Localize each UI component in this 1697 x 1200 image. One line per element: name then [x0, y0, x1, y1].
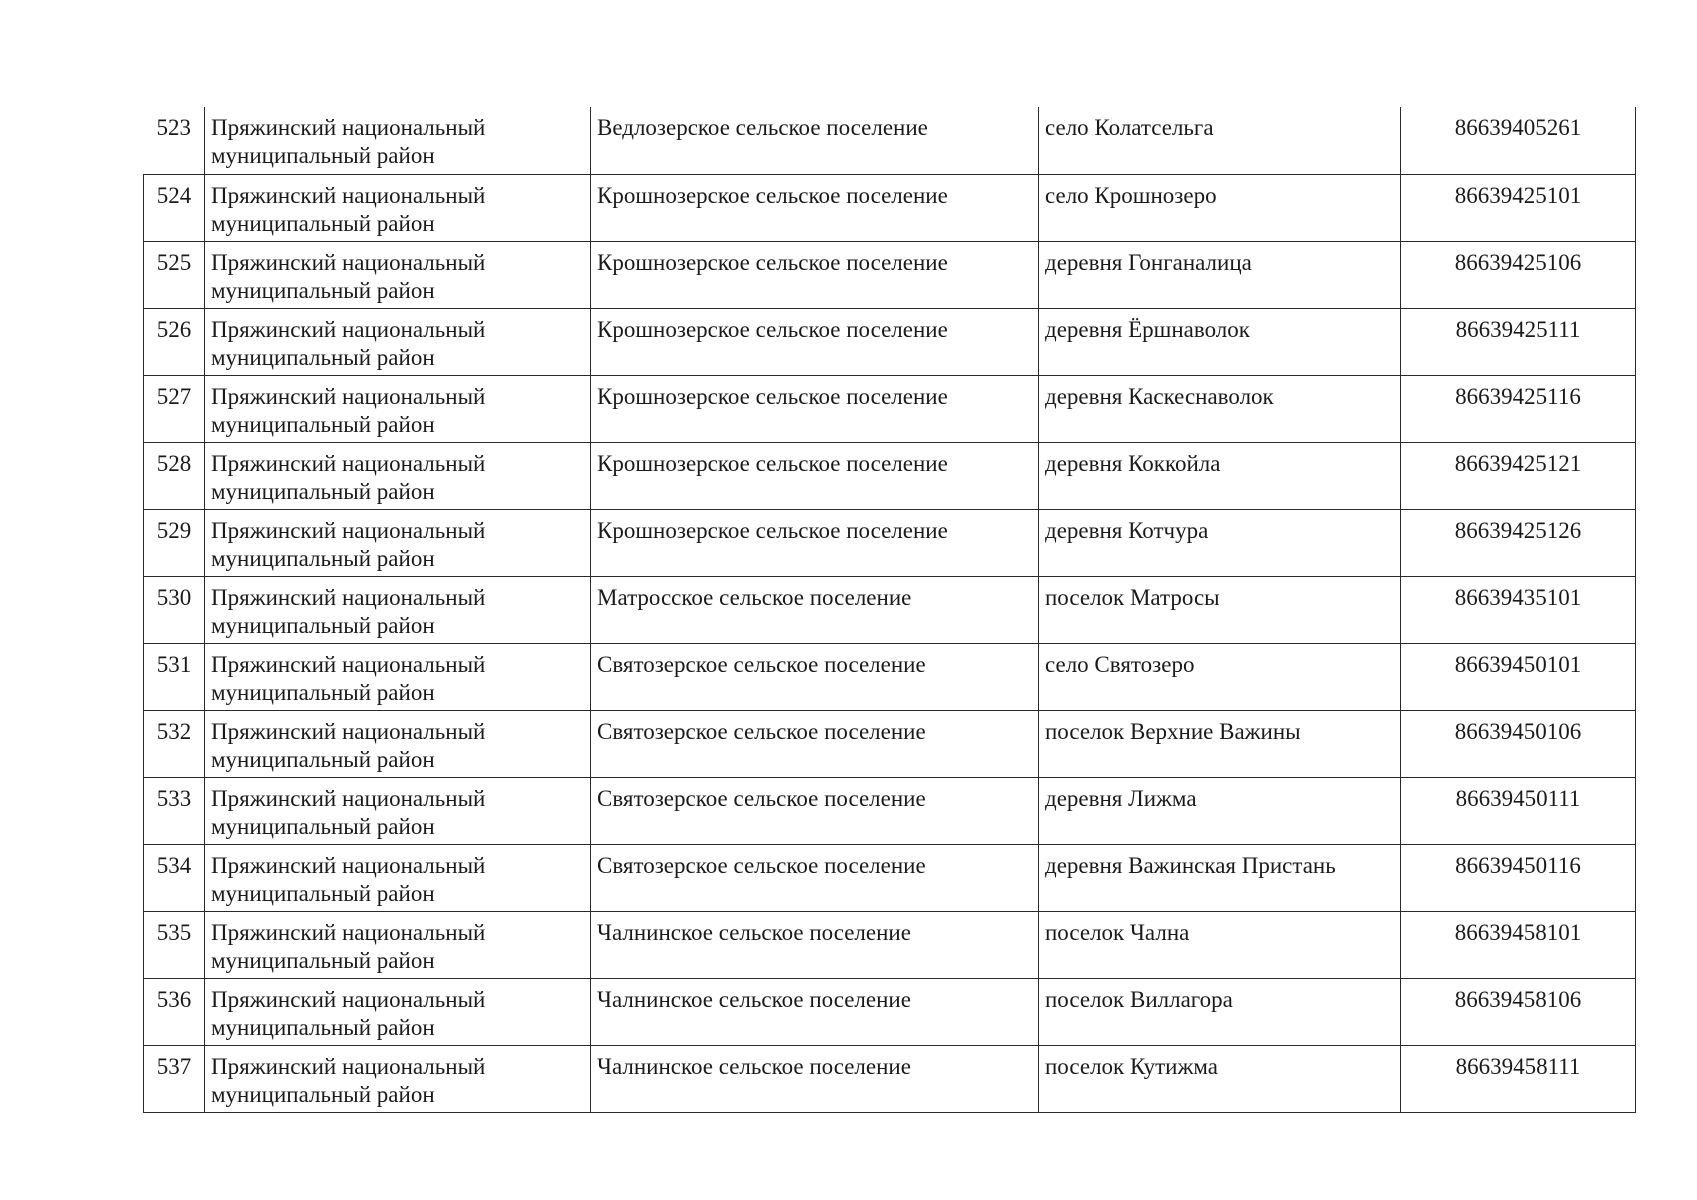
- district-cell: [205, 643, 591, 710]
- settlement-cell: Матросское сельское поселение: [591, 576, 1039, 643]
- locality-cell: деревня Лижма: [1039, 777, 1401, 844]
- district-name-line1: Пряжинский национальный: [211, 718, 486, 744]
- locality-cell: деревня Важинская Пристань: [1039, 844, 1401, 911]
- district-name-line2: муниципальный район: [211, 411, 435, 437]
- oktmo-code-cell: 86639405261: [1401, 107, 1636, 174]
- district-name-line2: муниципальный район: [211, 880, 435, 906]
- district-name-line1: Пряжинский национальный: [211, 584, 486, 610]
- table-row: [144, 576, 1636, 643]
- settlement-cell: Чалнинское сельское поселение: [591, 1045, 1039, 1112]
- district-cell: [205, 710, 591, 777]
- row-number: 531: [144, 643, 205, 710]
- district-name-line2: муниципальный район: [211, 277, 435, 303]
- settlement-cell: Святозерское сельское поселение: [591, 844, 1039, 911]
- table-row: [144, 375, 1636, 442]
- locality-cell: поселок Кутижма: [1039, 1045, 1401, 1112]
- settlement-cell: Святозерское сельское поселение: [591, 710, 1039, 777]
- table-row: [144, 509, 1636, 576]
- table-body: [144, 107, 1636, 1112]
- settlement-cell: Ведлозерское сельское поселение: [591, 107, 1039, 174]
- settlement-cell: Святозерское сельское поселение: [591, 643, 1039, 710]
- settlement-cell: Святозерское сельское поселение: [591, 777, 1039, 844]
- table-row: [144, 107, 1636, 174]
- settlement-cell: Крошнозерское сельское поселение: [591, 509, 1039, 576]
- district-name-line2: муниципальный район: [211, 1081, 435, 1107]
- district-cell: [205, 241, 591, 308]
- settlement-cell: Крошнозерское сельское поселение: [591, 241, 1039, 308]
- locality-cell: деревня Ёршнаволок: [1039, 308, 1401, 375]
- district-name-line1: Пряжинский национальный: [211, 919, 486, 945]
- oktmo-code-cell: 86639425111: [1401, 308, 1636, 375]
- district-name-line1: Пряжинский национальный: [211, 316, 486, 342]
- district-name-line1: Пряжинский национальный: [211, 986, 486, 1012]
- locality-cell: деревня Гонганалица: [1039, 241, 1401, 308]
- oktmo-code-cell: 86639450111: [1401, 777, 1636, 844]
- district-name-line1: Пряжинский национальный: [211, 785, 486, 811]
- row-number: 534: [144, 844, 205, 911]
- oktmo-code-cell: 86639425106: [1401, 241, 1636, 308]
- district-name-line1: Пряжинский национальный: [211, 115, 486, 140]
- district-name-line2: муниципальный район: [211, 478, 435, 504]
- district-name-line2: муниципальный район: [211, 1014, 435, 1040]
- settlement-cell: Чалнинское сельское поселение: [591, 978, 1039, 1045]
- district-cell: [205, 375, 591, 442]
- district-cell: [205, 442, 591, 509]
- oktmo-code-cell: 86639450116: [1401, 844, 1636, 911]
- district-cell: [205, 308, 591, 375]
- district-name-line1: Пряжинский национальный: [211, 182, 486, 208]
- row-number: 537: [144, 1045, 205, 1112]
- district-name-line2: муниципальный район: [211, 344, 435, 370]
- row-number: 528: [144, 442, 205, 509]
- settlement-cell: Чалнинское сельское поселение: [591, 911, 1039, 978]
- table-row: [144, 643, 1636, 710]
- oktmo-code-cell: 86639458101: [1401, 911, 1636, 978]
- row-number: 530: [144, 576, 205, 643]
- table-row: [144, 978, 1636, 1045]
- oktmo-code-cell: 86639458106: [1401, 978, 1636, 1045]
- oktmo-code-cell: 86639425121: [1401, 442, 1636, 509]
- locality-cell: село Колатсельга: [1039, 107, 1401, 174]
- district-name-line2: муниципальный район: [211, 612, 435, 638]
- district-name-line2: муниципальный район: [211, 679, 435, 705]
- oktmo-code-cell: 86639450106: [1401, 710, 1636, 777]
- district-name-line2: муниципальный район: [211, 143, 435, 168]
- district-name-line2: муниципальный район: [211, 545, 435, 571]
- row-number: 533: [144, 777, 205, 844]
- row-number: 527: [144, 375, 205, 442]
- district-name-line2: муниципальный район: [211, 813, 435, 839]
- district-cell: [205, 911, 591, 978]
- row-number: 529: [144, 509, 205, 576]
- district-name-line1: Пряжинский национальный: [211, 249, 486, 275]
- table-row: [144, 777, 1636, 844]
- locality-cell: поселок Верхние Важины: [1039, 710, 1401, 777]
- oktmo-code-cell: 86639435101: [1401, 576, 1636, 643]
- locality-cell: село Святозеро: [1039, 643, 1401, 710]
- row-number: 526: [144, 308, 205, 375]
- table-row: [144, 308, 1636, 375]
- row-number: 524: [144, 174, 205, 241]
- district-name-line1: Пряжинский национальный: [211, 450, 486, 476]
- district-name-line1: Пряжинский национальный: [211, 852, 486, 878]
- oktmo-code-cell: 86639425101: [1401, 174, 1636, 241]
- settlement-cell: Крошнозерское сельское поселение: [591, 442, 1039, 509]
- table-row: [144, 174, 1636, 241]
- oktmo-code-cell: 86639425116: [1401, 375, 1636, 442]
- district-name-line2: муниципальный район: [211, 746, 435, 772]
- locality-cell: поселок Виллагора: [1039, 978, 1401, 1045]
- settlement-cell: Крошнозерское сельское поселение: [591, 174, 1039, 241]
- row-number: 523: [144, 107, 205, 174]
- district-cell: [205, 1045, 591, 1112]
- table-row: [144, 241, 1636, 308]
- oktmo-code-cell: 86639458111: [1401, 1045, 1636, 1112]
- row-number: 535: [144, 911, 205, 978]
- district-cell: [205, 978, 591, 1045]
- locality-cell: деревня Каскеснаволок: [1039, 375, 1401, 442]
- district-name-line1: Пряжинский национальный: [211, 651, 486, 677]
- oktmo-code-cell: 86639425126: [1401, 509, 1636, 576]
- settlements-table: [143, 107, 1636, 1113]
- district-name-line1: Пряжинский национальный: [211, 517, 486, 543]
- oktmo-code-cell: 86639450101: [1401, 643, 1636, 710]
- district-cell: [205, 107, 591, 174]
- row-number: 536: [144, 978, 205, 1045]
- district-name-line2: муниципальный район: [211, 210, 435, 236]
- settlement-cell: Крошнозерское сельское поселение: [591, 308, 1039, 375]
- district-cell: [205, 174, 591, 241]
- locality-cell: поселок Чална: [1039, 911, 1401, 978]
- locality-cell: деревня Коккойла: [1039, 442, 1401, 509]
- table-row: [144, 442, 1636, 509]
- district-cell: [205, 576, 591, 643]
- district-cell: [205, 844, 591, 911]
- row-number: 532: [144, 710, 205, 777]
- table-row: [144, 911, 1636, 978]
- locality-cell: деревня Котчура: [1039, 509, 1401, 576]
- table-row: [144, 844, 1636, 911]
- district-name-line1: Пряжинский национальный: [211, 383, 486, 409]
- row-number: 525: [144, 241, 205, 308]
- locality-cell: село Крошнозеро: [1039, 174, 1401, 241]
- district-name-line2: муниципальный район: [211, 947, 435, 973]
- district-name-line1: Пряжинский национальный: [211, 1053, 486, 1079]
- settlement-cell: Крошнозерское сельское поселение: [591, 375, 1039, 442]
- locality-cell: поселок Матросы: [1039, 576, 1401, 643]
- table-row: [144, 710, 1636, 777]
- district-cell: [205, 777, 591, 844]
- district-cell: [205, 509, 591, 576]
- table-row: [144, 1045, 1636, 1112]
